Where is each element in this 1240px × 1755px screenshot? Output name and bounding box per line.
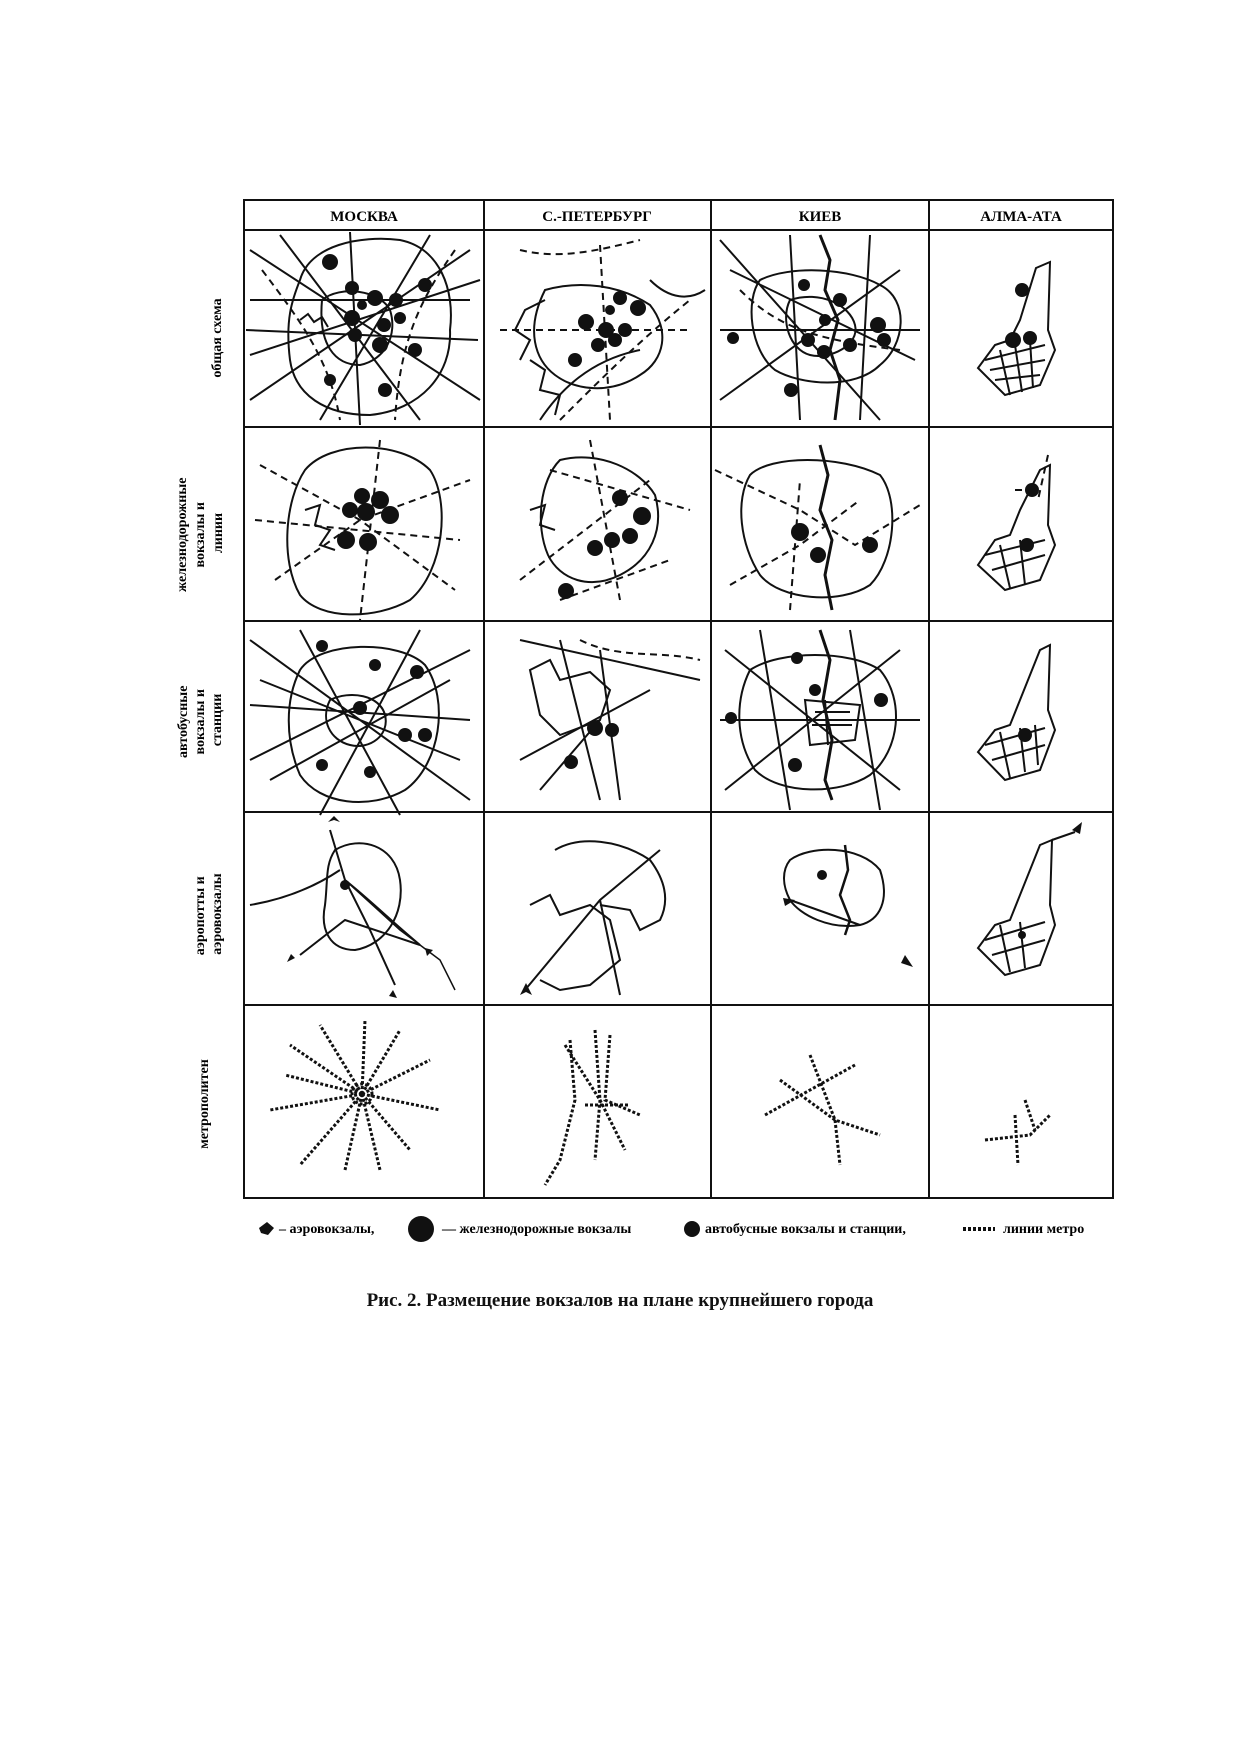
- row-label-airports: аэропотты и аэровокзалы: [193, 873, 225, 956]
- kiev-airport-markers: [783, 870, 913, 967]
- map-alma-ata-railway: [978, 455, 1055, 590]
- bus-station-symbol-icon: [684, 1221, 700, 1237]
- legend-rail: [408, 1216, 631, 1242]
- map-alma-ata-general: [978, 262, 1055, 395]
- row-label-railway: железнодорожные вокзалы и линии: [175, 477, 226, 592]
- map-kiev-general: [720, 235, 920, 420]
- map-kiev-airports: [784, 845, 884, 935]
- map-moscow-bus: [250, 630, 470, 815]
- map-alma-ata-bus: [978, 645, 1055, 780]
- map-moscow-airports: [250, 830, 455, 990]
- alma-ata-bus-stations: [1018, 728, 1032, 742]
- column-header-kiev: КИЕВ: [798, 209, 842, 225]
- airport-symbol-icon: [259, 1222, 274, 1235]
- map-kiev-bus: [720, 630, 920, 810]
- legend-airport-label: – аэровокзалы,: [279, 1222, 375, 1237]
- column-header-moscow: МОСКВА: [330, 209, 398, 225]
- column-header-st-petersburg: С.-ПЕТЕРБУРГ: [542, 209, 652, 225]
- rail-station-symbol-icon: [408, 1216, 434, 1242]
- map-kiev-metro: [765, 1055, 880, 1165]
- figure-caption: Рис. 2. Размещение вокзалов на плане крупнейшего города: [366, 1290, 874, 1311]
- column-header-alma-ata: АЛМА-АТА: [980, 209, 1062, 225]
- legend-bus: [684, 1221, 906, 1237]
- legend-metro-label: линии метро: [1003, 1222, 1085, 1237]
- legend-bus-label: автобусные вокзалы и станции,: [705, 1222, 906, 1237]
- st-petersburg-railway-stations: [558, 490, 651, 599]
- map-st-petersburg-bus: [520, 640, 700, 800]
- map-st-petersburg-metro: [545, 1030, 640, 1185]
- map-moscow-general: [246, 232, 480, 425]
- map-moscow-railway: [255, 440, 470, 620]
- row-labels: [175, 298, 226, 1148]
- map-alma-ata-metro: [985, 1100, 1050, 1165]
- map-st-petersburg-airports: [525, 841, 665, 995]
- map-kiev-railway: [715, 445, 920, 610]
- row-label-bus: автобусные вокзалы и станции: [176, 685, 225, 758]
- map-alma-ata-airports: [978, 832, 1075, 975]
- map-moscow-metro: [270, 1020, 440, 1170]
- legend-metro: [963, 1222, 1084, 1237]
- row-label-metro: метрополитен: [197, 1059, 212, 1149]
- map-st-petersburg-railway: [520, 440, 690, 600]
- st-petersburg-bus-stations: [564, 720, 619, 769]
- row-label-general: общая схема: [210, 298, 225, 378]
- legend-rail-label: — железнодорожные вокзалы: [442, 1222, 632, 1237]
- legend-airport: [259, 1222, 374, 1237]
- column-headers: [330, 209, 1062, 225]
- legend: [259, 1216, 1084, 1242]
